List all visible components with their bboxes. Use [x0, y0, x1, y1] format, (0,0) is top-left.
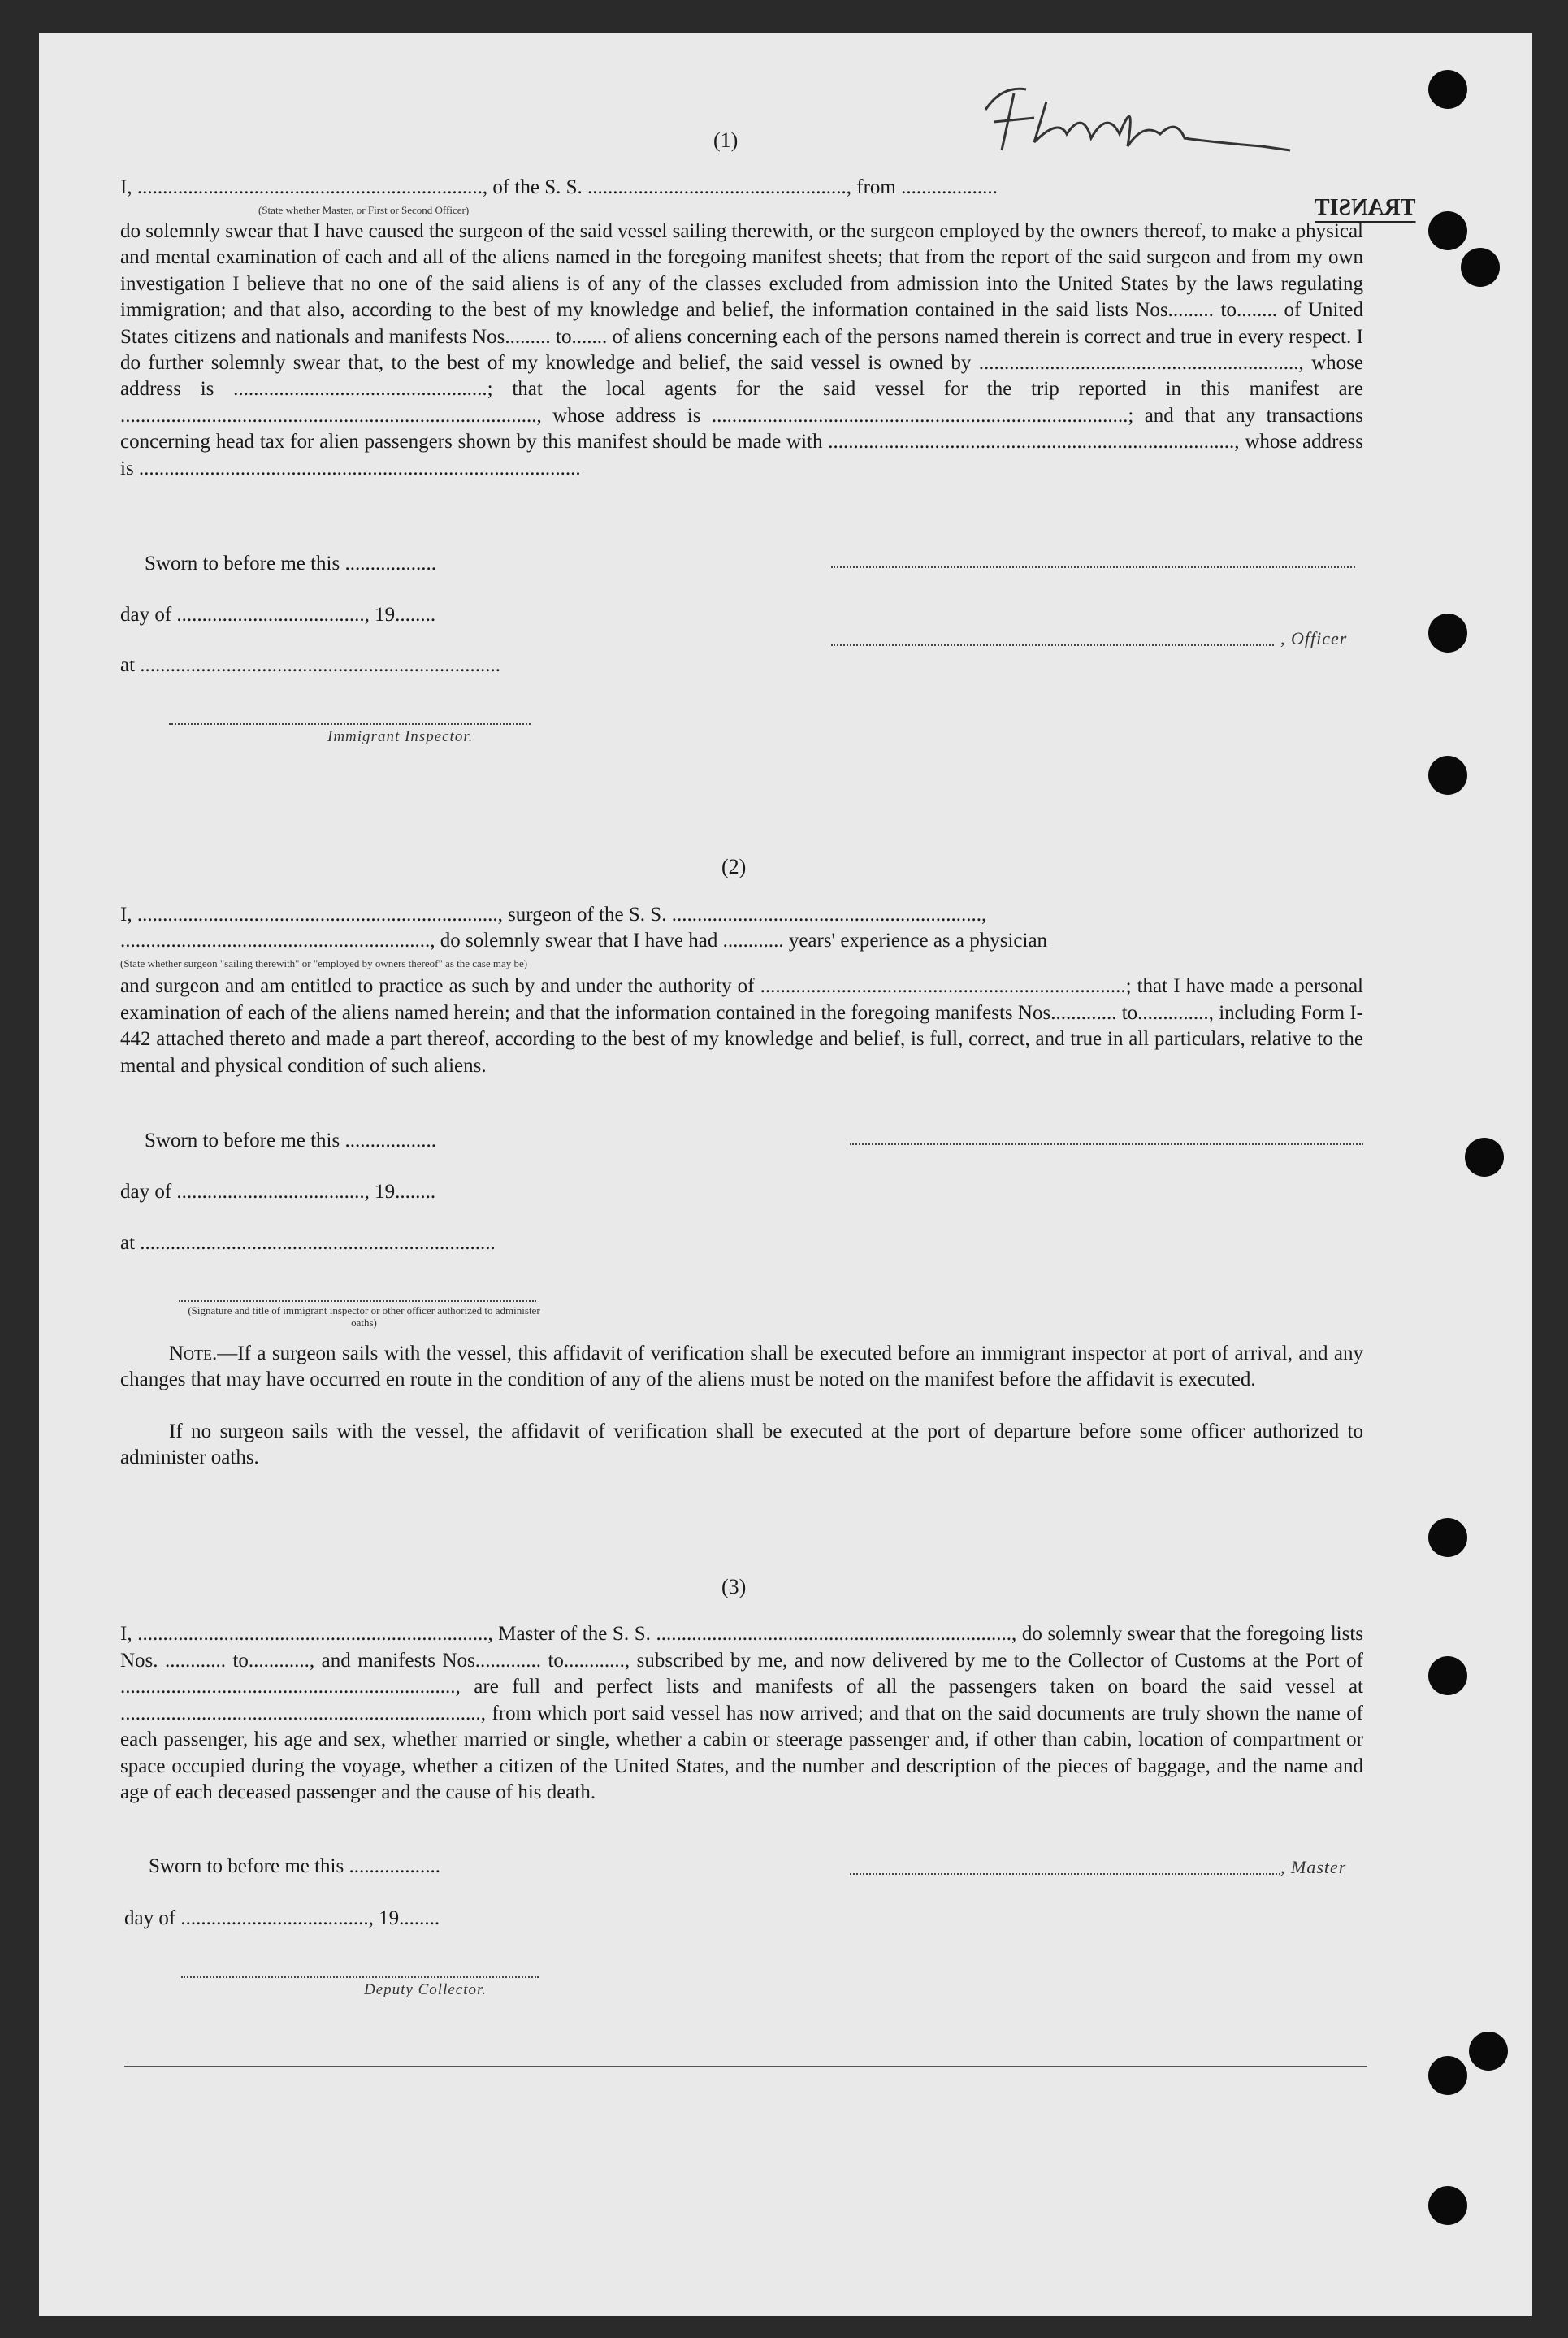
section-1-line1: I, ...................................................................., of the S. S. ..................................................., from ................... — [120, 176, 998, 198]
section-3-master-line — [850, 1873, 1280, 1875]
section-3-sworn: Sworn to before me this .................. — [149, 1855, 440, 1877]
section-1-inspector-caption: Immigrant Inspector. — [327, 728, 474, 745]
section-2-day: day of ....................................., 19........ — [120, 1181, 436, 1203]
section-1-signature-line — [831, 566, 1355, 568]
section-2-inspector-line — [179, 1300, 536, 1302]
punch-hole — [1428, 2186, 1467, 2225]
section-3-number: (3) — [721, 1575, 747, 1598]
punch-hole — [1428, 614, 1467, 653]
section-1-officer-caption: , Officer — [1280, 628, 1348, 648]
section-1-body: do solemnly swear that I have caused the surgeon of the said vessel sailing therewith, or the surgeon employed by the owners thereof, to make a physical and mental examination of each and all of the aliens named in the foregoing manifest sheets; that from the report of the said surgeon and from my own investigation I believe that no one of the said aliens is of any of the classes excluded from admission into the United States by the laws regulating immigration; and that also, according to the best of my knowledge and belief, the information contained in the said lists Nos......... to........ of United States citizens and nationals and manifests Nos......... to....... of aliens concerning each of the persons named therein is correct and true in every respect. I do further solemnly swear that, to the best of my knowledge and belief, the said vessel is owned by ..............................................................., whose address is ..................................................; that the local agents for the said vessel for the trip reported in this manifest are .................................................................................., whose address is ..................................................................................; and that any transactions concerning head tax for alien passengers shown by this manifest should be made with ................................................................................, whose address is ....................................................................................... — [120, 220, 1363, 479]
note-label: Note. — [169, 1343, 218, 1364]
punch-hole — [1428, 70, 1467, 109]
transit-stamp: TRANSIT — [1315, 195, 1415, 223]
section-3-collector-caption: Deputy Collector. — [364, 1981, 487, 1998]
section-2-sworn: Sworn to before me this .................. — [145, 1130, 436, 1152]
section-2-body: and surgeon and am entitled to practice as such by and under the authority of ........................................................................; that I have made a personal examination of each of the aliens named herein; and that the information contained in the foregoing manifests Nos............. to.............., including Form I-442 attached thereto and made a part thereof, according to the best of my knowledge and belief, is full, correct, and true in all particulars, relative to the mental and physical condition of such aliens. — [120, 975, 1363, 1077]
punch-hole — [1428, 1656, 1467, 1695]
section-2-signature-line — [850, 1143, 1363, 1145]
punch-hole — [1428, 2056, 1467, 2095]
section-1-inspector-line — [169, 723, 531, 725]
section-2-sig-hint: (Signature and title of immigrant inspector or other officer authorized to administer oaths) — [188, 1304, 540, 1329]
section-2-note2: If no surgeon sails with the vessel, the affidavit of verification shall be executed at the port of departure before some officer authorized to administer oaths. — [120, 1421, 1363, 1468]
section-2-at: at ...................................................................... — [120, 1232, 496, 1254]
section-1-line1-hint: (State whether Master, or First or Second Officer) — [258, 204, 470, 216]
section-1-officer-line — [831, 644, 1274, 646]
handwritten-signature — [969, 77, 1294, 167]
section-2-number: (2) — [721, 855, 747, 878]
punch-hole — [1428, 756, 1467, 795]
section-1-number: (1) — [713, 128, 739, 152]
section-1-at: at ....................................................................... — [120, 654, 501, 676]
punch-hole — [1461, 248, 1500, 287]
bottom-rule — [124, 2066, 1367, 2067]
punch-hole — [1428, 211, 1467, 250]
section-1-sworn: Sworn to before me this .................. — [145, 553, 436, 575]
section-3-master-caption: , Master — [1280, 1857, 1347, 1877]
section-3-day: day of ....................................., 19........ — [124, 1907, 440, 1929]
section-2-note — [120, 1341, 1363, 1393]
section-2-line1: I, ......................................................................., surgeon of the S. S. ............................................................., — [120, 904, 987, 926]
section-3-collector-line — [181, 1976, 539, 1978]
section-1-day: day of ....................................., 19........ — [120, 604, 436, 626]
punch-hole — [1428, 1518, 1467, 1557]
section-2-line2: ............................................................., do solemnly swear that I have had ............ years' experience as a physician — [120, 930, 1048, 952]
note-text: —If a surgeon sails with the vessel, this affidavit of verification shall be executed before an immigrant inspector at port of arrival, and any changes that may have occurred en route in the condition of any of the aliens must be noted on the manifest before the affidavit is executed. — [120, 1343, 1363, 1390]
form-page — [39, 33, 1532, 2316]
punch-hole — [1465, 1138, 1504, 1177]
section-2-line2-hint: (State whether surgeon "sailing therewith" or "employed by owners thereof" as the case may be) — [120, 957, 528, 969]
section-3-body: I, ....................................................................., Master of the S. S. ......................................................................, do solemnly swear that the foregoing lists Nos. ............ to............, and manifests Nos............. to............, subscribed by me, and now delivered by me to the Collector of Customs at the Port of .................................................................., are full and perfect lists and manifests of all the passengers taken on board the said vessel at ......................................................................., from which port said vessel has now arrived; and that on the said documents are truly shown the name of each passenger, his age and sex, whether married or single, whether a cabin or steerage passenger and, if other than cabin, location of compartment or space occupied during the voyage, whether a citizen of the United States, and the number and description of the pieces of baggage, and the name and age of each deceased passenger and the cause of his death. — [120, 1623, 1363, 1803]
punch-hole — [1469, 2032, 1508, 2071]
